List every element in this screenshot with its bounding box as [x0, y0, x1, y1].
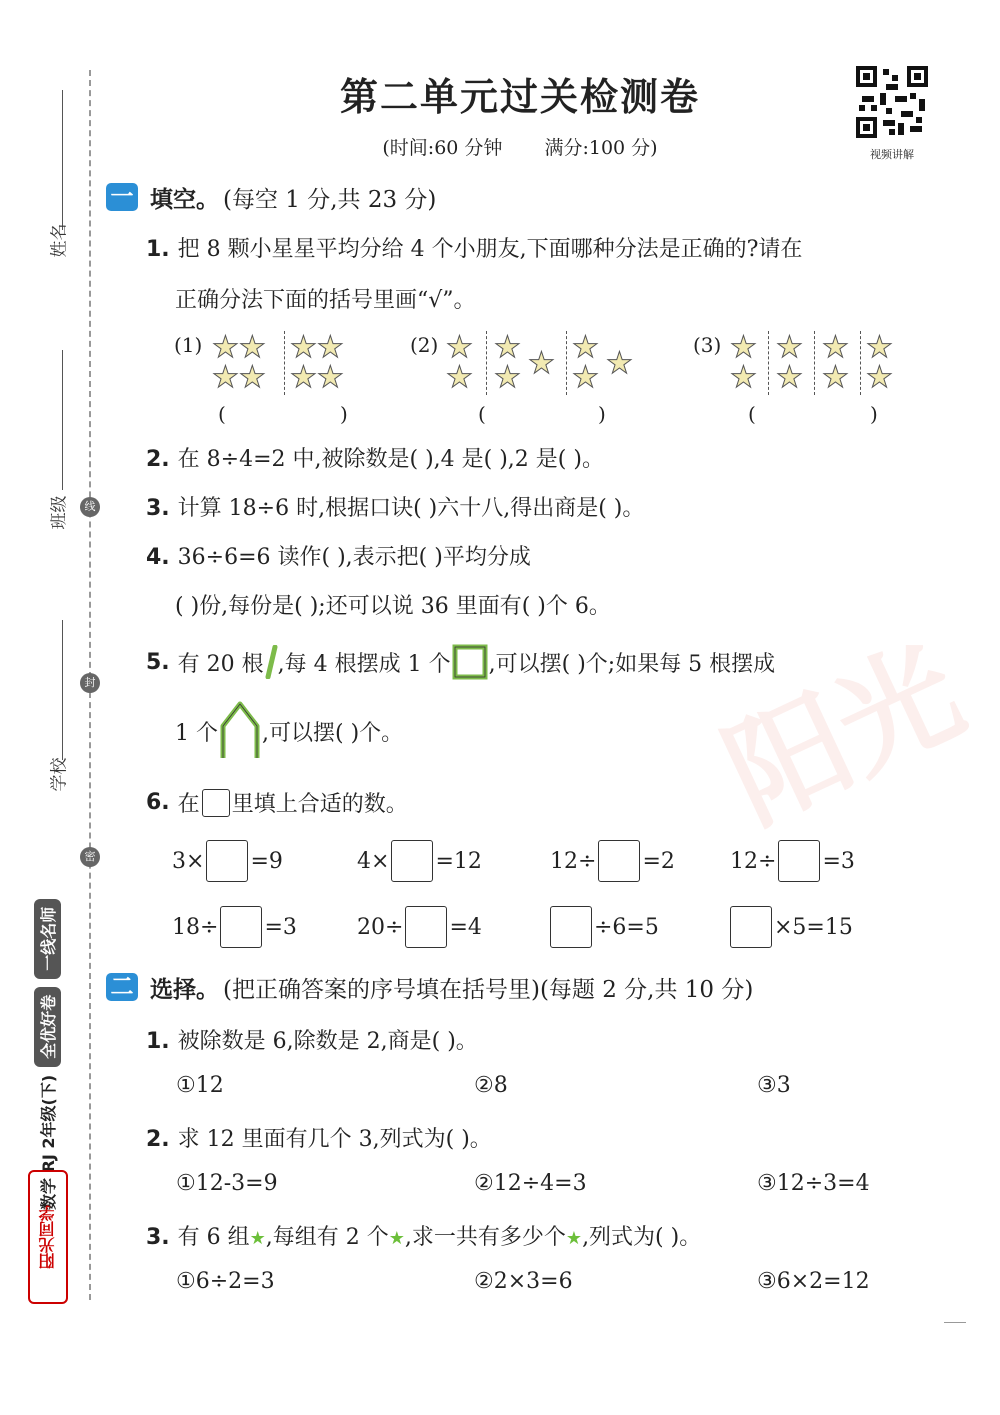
school-label: 学校 [49, 757, 70, 792]
answer-box[interactable] [598, 840, 640, 882]
q6-eq-6-right: =4 [449, 914, 482, 940]
star-icon: ★ [494, 360, 521, 395]
q6-eq-4 [730, 840, 855, 882]
q6-eq-5-right: =3 [264, 914, 297, 940]
s2-q3-option-a: ①6÷2=3 [176, 1269, 275, 1294]
q5-text-2: ,每 4 根摆成 1 个 [277, 651, 451, 677]
star-icon: ★ [212, 330, 239, 365]
star-icon: ★ [606, 346, 633, 381]
q4-text-1[interactable]: 36÷6=6 读作( ),表示把( )平均分成 [177, 545, 531, 570]
s2-q3-text-4[interactable]: ,列式为( )。 [582, 1225, 702, 1250]
brand-logo: 阳光同学 [28, 1170, 68, 1304]
q1-option-2-label: (2) [410, 333, 439, 357]
q6-eq-6-left: 20÷ [357, 914, 404, 940]
house-sticks-icon [218, 700, 262, 762]
q1-option-3-label: (3) [693, 333, 722, 357]
s2-q2-text[interactable]: 求 12 里面有几个 3,列式为( )。 [177, 1127, 492, 1152]
divider [284, 331, 285, 395]
full-score: 满分:100 分) [544, 137, 658, 159]
star-icon: ★ [290, 360, 317, 395]
q5-text-5[interactable]: ,可以摆( )个。 [262, 720, 404, 746]
section-2-badge: 二 [106, 973, 138, 1001]
q5-text-1: 有 20 根 [177, 651, 264, 677]
page-mark [944, 1322, 966, 1323]
s2-q2-option-a: ①12-3=9 [176, 1171, 278, 1196]
star-icon: ★ [316, 330, 344, 365]
q1-option-1-paren-open[interactable]: ( [218, 402, 226, 426]
s2-q2 [146, 1122, 492, 1153]
star-icon: ★ [238, 330, 266, 365]
q1-option-1-label: (1) [174, 333, 203, 357]
class-label: 班级 [49, 495, 70, 530]
star-icon: ★ [866, 330, 893, 365]
star-icon: ★ [238, 360, 266, 395]
divider [768, 331, 769, 395]
q1-number: 1. [146, 237, 170, 262]
q3-number: 3. [146, 496, 170, 521]
answer-box[interactable] [405, 906, 447, 948]
star-icon: ★ [446, 330, 473, 365]
s2-q1-text[interactable]: 被除数是 6,除数是 2,商是( )。 [177, 1029, 478, 1054]
star-icon: ★ [212, 360, 239, 395]
q6-eq-1-left: 3× [172, 848, 205, 874]
divider [814, 331, 815, 395]
star-icon: ★ [866, 360, 893, 395]
name-label: 姓名 [49, 223, 70, 258]
s2-q3-text-3: ,求一共有多少个 [404, 1225, 566, 1250]
binding-hole-secret: 密 [80, 847, 100, 867]
star-icon: ★ [572, 330, 599, 365]
star-icon: ★ [730, 330, 757, 365]
q6-text-2: 里填上合适的数。 [231, 792, 408, 817]
binding-hole-line: 线 [80, 497, 100, 517]
q2-text[interactable]: 在 8÷4=2 中,被除数是( ),4 是( ),2 是( )。 [177, 447, 604, 472]
s2-q2-option-c: ③12÷3=4 [757, 1171, 870, 1196]
answer-box[interactable] [220, 906, 262, 948]
q6-eq-8 [730, 906, 853, 948]
q5-line1 [146, 643, 775, 681]
star-icon: ★ [822, 360, 849, 395]
q6-eq-8-right: ×5=15 [774, 914, 853, 940]
star-icon: ★ [494, 330, 521, 365]
s2-q3-text-1: 有 6 组 [177, 1225, 250, 1250]
star-icon: ★ [528, 346, 555, 381]
q5-text-4: 1 个 [175, 720, 218, 746]
star-icon: ★ [730, 360, 757, 395]
divider [566, 331, 567, 395]
s2-q3-option-b: ②2×3=6 [474, 1269, 573, 1294]
answer-box[interactable] [730, 906, 772, 948]
q1-option-3-paren-open[interactable]: ( [748, 402, 756, 426]
q1-line1 [146, 232, 802, 263]
q2 [146, 442, 604, 473]
section-2-heading [106, 970, 753, 1004]
section-1-heading [106, 180, 436, 214]
series-tag-teacher: 一线名师 [34, 899, 61, 979]
q1-option-1-paren-close: ) [340, 402, 348, 426]
q1-option-3-paren-close: ) [870, 402, 878, 426]
s2-q1-option-c: ③3 [757, 1073, 791, 1098]
section-2-title: 选择。 [150, 976, 219, 1003]
q4-number: 4. [146, 545, 170, 570]
q3-text[interactable]: 计算 18÷6 时,根据口诀( )六十八,得出商是( )。 [177, 496, 645, 521]
q5-line2 [175, 700, 403, 762]
watermark: 阳光 [706, 621, 983, 850]
answer-box[interactable] [391, 840, 433, 882]
s2-q1-option-a: ①12 [176, 1073, 224, 1098]
q6-number: 6. [146, 790, 170, 815]
s2-q3-option-c: ③6×2=12 [757, 1269, 870, 1294]
blank-box-sample [202, 789, 230, 817]
q6-heading [146, 787, 408, 818]
q1-option-2-paren-close: ) [598, 402, 606, 426]
qr-code-icon[interactable] [856, 66, 928, 138]
q1-line2: 正确分法下面的括号里画“√”。 [175, 288, 476, 313]
q3 [146, 491, 644, 522]
q1-text-1: 把 8 颗小星星平均分给 4 个小朋友,下面哪种分法是正确的?请在 [177, 237, 803, 262]
s2-q3 [146, 1220, 701, 1251]
q5-number: 5. [146, 649, 170, 675]
series-tag-quality: 全优好卷 [34, 987, 61, 1067]
s2-q2-number: 2. [146, 1127, 170, 1152]
star-icon: ★ [572, 360, 599, 395]
q6-eq-5 [172, 906, 297, 948]
q2-number: 2. [146, 447, 170, 472]
section-2-note: (把正确答案的序号填在括号里)(每题 2 分,共 10 分) [223, 976, 754, 1003]
divider [486, 331, 487, 395]
q4-line1 [146, 540, 531, 571]
s2-q2-option-b: ②12÷4=3 [474, 1171, 587, 1196]
q6-eq-4-left: 12÷ [730, 848, 777, 874]
q6-eq-4-right: =3 [822, 848, 855, 874]
q6-eq-3 [550, 840, 675, 882]
q6-eq-7 [550, 906, 659, 948]
s2-q3-text-2: ,每组有 2 个 [265, 1225, 389, 1250]
small-star-icon: ★ [565, 1228, 583, 1249]
time-limit: (时间:60 分钟 [382, 137, 503, 159]
q6-eq-2-left: 4× [357, 848, 390, 874]
small-star-icon: ★ [388, 1228, 405, 1249]
answer-box[interactable] [778, 840, 820, 882]
q6-text-1: 在 [177, 792, 200, 817]
q1-option-2-paren-open[interactable]: ( [478, 402, 486, 426]
q6-eq-1 [172, 840, 283, 882]
q6-eq-2 [357, 840, 482, 882]
q6-eq-7-right: ÷6=5 [594, 914, 659, 940]
q5-text-3[interactable]: ,可以摆( )个;如果每 5 根摆成 [488, 651, 776, 677]
stick-icon [264, 645, 278, 679]
star-icon: ★ [290, 330, 317, 365]
q6-eq-5-left: 18÷ [172, 914, 219, 940]
star-icon: ★ [822, 330, 849, 365]
s2-q1 [146, 1024, 478, 1055]
s2-q1-option-b: ②8 [474, 1073, 508, 1098]
binding-hole-seal: 封 [80, 673, 100, 693]
star-icon: ★ [776, 330, 803, 365]
star-icon: ★ [446, 360, 473, 395]
answer-box[interactable] [206, 840, 248, 882]
star-icon: ★ [316, 360, 344, 395]
q6-eq-3-left: 12÷ [550, 848, 597, 874]
section-1-note: (每空 1 分,共 23 分) [223, 186, 437, 213]
section-1-badge: 一 [106, 183, 138, 211]
s2-q1-number: 1. [146, 1029, 170, 1054]
q6-eq-2-right: =12 [435, 848, 482, 874]
q4-line2[interactable]: ( )份,每份是( );还可以说 36 里面有( )个 6。 [175, 594, 611, 619]
series-info: 数学 RJ 2年级(下) [38, 1074, 58, 1210]
class-underline [62, 350, 63, 490]
s2-q3-number: 3. [146, 1225, 170, 1250]
section-1-title: 填空。 [150, 186, 219, 213]
divider [860, 331, 861, 395]
q6-eq-3-right: =2 [642, 848, 675, 874]
page-title: 第二单元过关检测卷 [339, 75, 700, 119]
square-sticks-icon [451, 643, 489, 681]
small-star-icon: ★ [249, 1228, 266, 1249]
qr-caption: 视频讲解 [870, 148, 914, 161]
q6-eq-1-right: =9 [250, 848, 283, 874]
q6-eq-6 [357, 906, 482, 948]
star-icon: ★ [776, 360, 803, 395]
school-underline [62, 620, 63, 760]
answer-box[interactable] [550, 906, 592, 948]
